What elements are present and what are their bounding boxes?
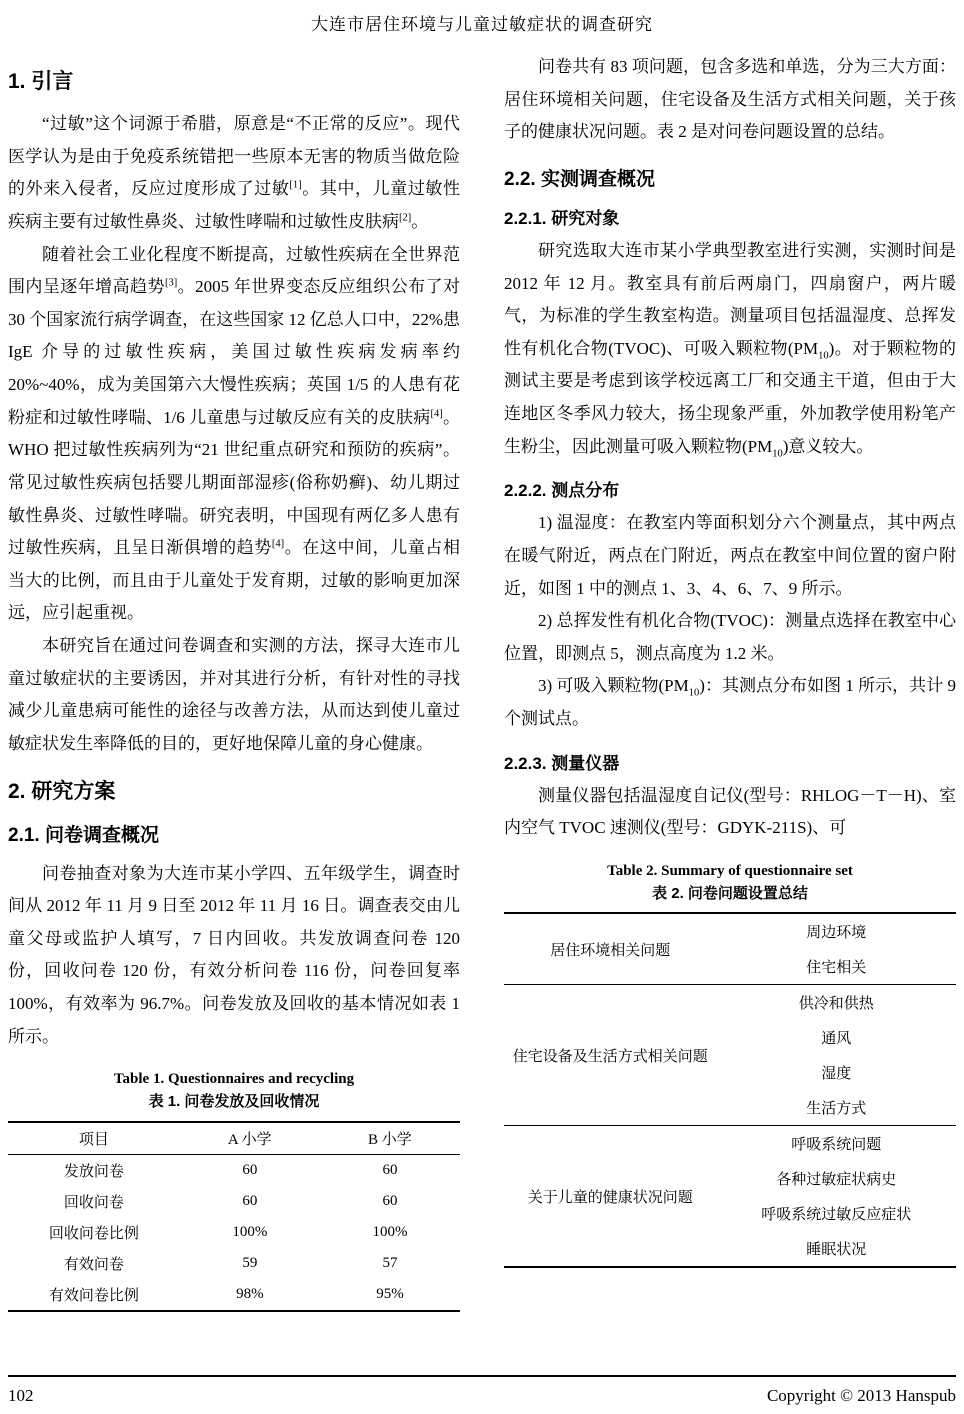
- table2-item: 住宅相关: [716, 949, 956, 985]
- section-2-2-2-heading: 2.2.2. 测点分布: [504, 481, 620, 501]
- paper-title: 大连市居住环境与儿童过敏症状的调查研究: [311, 15, 653, 34]
- table-row: [8, 1217, 460, 1248]
- section-2-2-heading: 2.2. 实测调查概况: [504, 168, 655, 190]
- paper-header: [8, 10, 956, 35]
- section-2-heading: 2. 研究方案: [8, 779, 116, 803]
- right-column: [504, 51, 956, 1312]
- table2-item: 供冷和供热: [798, 996, 874, 1013]
- questionnaire-overview-paragraph: 问卷抽查对象为大连市某小学四、五年级学生，调查时间从 2012 年 11 月 9 日至 2012 年 11 月 16 日。调查表交由儿童父母或监护人填写，7 日内回收。共发放调查问卷 120 份，回收问卷 120 份，有效分析问卷 116 份，问卷回复率 100%，有效率为 96.7%。问卷发放及回收的基本情况如表 1 所示。: [8, 863, 460, 1046]
- table2-item: 各种过敏症状病史: [776, 1172, 897, 1189]
- table2-item: 呼吸系统问题: [791, 1137, 882, 1154]
- table1-cell: 100%: [372, 1223, 408, 1240]
- table1-caption: [8, 1069, 460, 1113]
- table-row: [504, 913, 956, 949]
- table1-cell: 回收问卷比例: [48, 1225, 139, 1242]
- paper-footer: [8, 1375, 956, 1406]
- table-row: [8, 1248, 460, 1279]
- table2: [504, 912, 956, 1268]
- table1-cell: 59: [242, 1254, 258, 1271]
- section-2-1-heading: 2.1. 问卷调查概况: [8, 824, 159, 846]
- measure-point-item-2: 2) 总挥发性有机化合物(TVOC)：测量点选择在教室中心位置，即测点 5，测点高度为 1.2 米。: [504, 611, 956, 663]
- table2-caption-zh: 表 2. 问卷问题设置总结: [652, 884, 808, 902]
- questionnaire-content-paragraph: 问卷共有 83 项问题，包含多选和单选，分为三大方面：居住环境相关问题，住宅设备及生活方式相关问题，关于孩子的健康状况问题。表 2 是对问卷问题设置的总结。: [504, 57, 956, 142]
- section-2-2-1-heading: 2.2.1. 研究对象: [504, 208, 620, 228]
- section-1-heading: 1. 引言: [8, 70, 74, 93]
- table1-cell: 57: [382, 1254, 398, 1271]
- table1: [8, 1121, 460, 1312]
- table2-item: 湿度: [821, 1066, 852, 1083]
- intro-paragraph-2: 随着社会工业化程度不断提高，过敏性疾病在全世界范围内呈逐年增高趋势[3]。2005 年世界变态反应组织公布了对 30 个国家流行病学调查，在这些国家 12 亿总人口中，22%患 IgE 介导的过敏性疾病，美国过敏性疾病发病率约 20%~40%，成为美国第六大慢性疾病；英国 1/5 的人患有花粉症和过敏性哮喘、1/6 儿童患与过敏反应有关的皮肤病[4]。WHO 把过敏性疾病列为“21 世纪重点研究和预防的疾病”。常见过敏性疾病包括婴儿期面部湿疹(俗称奶癣)、幼儿期过敏性鼻炎、过敏性哮喘。研究表明，中国现有两亿多人患有过敏性疾病，且呈日渐俱增的趋势[4]。在这中间，儿童占相当大的比例，而且由于儿童处于发育期，过敏的影响更加深远，应引起重视。: [8, 244, 461, 623]
- measurement-object-paragraph: 研究选取大连市某小学典型教室进行实测，实测时间是 2012 年 12 月。教室具有前后两扇门，四扇窗户，两片暖气，为标准的学生教室构造。测量项目包括温湿度、总挥发性有机化合物(TVOC)、可吸入颗粒物$(PM_{10})$。对于颗粒物的测试主要是考虑到该学校远离工厂和交通主干道，但由于大连地区冬季风力较大，扬尘现象严重，外加教学使用粉笔产生粉尘，因此测量可吸入颗粒物$(PM_{10})$意义较大。: [504, 240, 956, 460]
- table2-item: 通风: [821, 1031, 852, 1048]
- section-2-2-3-heading: 2.2.3. 测量仪器: [504, 753, 620, 773]
- table1-cell: 100%: [232, 1223, 268, 1240]
- table1-cell: 60: [382, 1192, 398, 1209]
- table1-cell: 95%: [320, 1279, 460, 1311]
- copyright-notice: Copyright © 2013 Hanspub: [766, 1386, 956, 1405]
- table2-item: 周边环境: [806, 925, 867, 942]
- intro-paragraph-3: 本研究旨在通过问卷调查和实测的方法，探寻大连市儿童过敏症状的主要诱因，并对其进行分析，有针对性的寻找减少儿童患病可能性的途径与改善方法，从而达到使儿童过敏症状发生率降低的目的，更好地保障儿童的身心健康。: [8, 636, 460, 753]
- measure-point-item-1: 1) 温湿度：在教室内等面积划分六个测量点，其中两点在暖气附近，两点在门附近，两点在教室中间位置的窗户附近，如图 1 中的测点 1、3、4、6、7、9 所示。: [504, 513, 956, 598]
- table1-cell: 回收问卷: [63, 1194, 124, 1211]
- table1-cell: 60: [242, 1161, 258, 1178]
- table1-cell: 60: [242, 1192, 258, 1209]
- table1-header-school-a: A 小学: [180, 1122, 320, 1155]
- table2-category: 居住环境相关问题: [504, 913, 716, 985]
- table1-cell: 有效问卷比例: [8, 1279, 180, 1311]
- table1-caption-en: Table 1. Questionnaires and recycling: [113, 1071, 355, 1088]
- table1-header-row: [8, 1122, 460, 1155]
- table1-header-school-b: B 小学: [320, 1122, 460, 1155]
- table2-item: 呼吸系统过敏反应症状: [761, 1207, 912, 1224]
- table1-caption-zh: 表 1. 问卷发放及回收情况: [148, 1093, 320, 1110]
- table1-cell: 发放问卷: [63, 1163, 124, 1180]
- measure-point-item-3: 3) 可吸入颗粒物$(PM_{10})$：其测点分布如图 1 所示，共计 9 个测试点。: [504, 676, 956, 728]
- table-row: [504, 985, 956, 1021]
- page-number: 102: [8, 1386, 34, 1405]
- table-row: [8, 1154, 460, 1186]
- table2-caption: [504, 861, 956, 905]
- table1-cell: 有效问卷: [63, 1256, 124, 1273]
- table2-category: 关于儿童的健康状况问题: [504, 1126, 716, 1268]
- instruments-paragraph: 测量仪器包括温湿度自记仪(型号：RHLOG－T－H)、室内空气 TVOC 速测仪(型号：GDYK-211S)、可: [504, 785, 956, 838]
- table2-caption-en: Table 2. Summary of questionnaire set: [607, 862, 853, 879]
- left-column: [8, 51, 460, 1312]
- table-row: [8, 1279, 460, 1311]
- table1-header-item: 项目: [8, 1122, 180, 1155]
- table1-cell: 60: [382, 1161, 398, 1178]
- intro-paragraph-1: “过敏”这个词源于希腊，原意是“不正常的反应”。现代医学认为是由于免疫系统错把一些原本无害的物质当做危险的外来入侵者，反应过度形成了过敏[1]。其中，儿童过敏性疾病主要有过敏性鼻炎、过敏性哮喘和过敏性皮肤病[2]。: [8, 114, 461, 231]
- two-column-layout: [8, 51, 956, 1312]
- table-row: [504, 1126, 956, 1162]
- table2-item: 睡眠状况: [806, 1242, 867, 1259]
- table-row: [8, 1186, 460, 1217]
- table2-item: 生活方式: [716, 1090, 956, 1126]
- table2-category: 住宅设备及生活方式相关问题: [504, 985, 716, 1126]
- table1-cell: 98%: [180, 1279, 320, 1311]
